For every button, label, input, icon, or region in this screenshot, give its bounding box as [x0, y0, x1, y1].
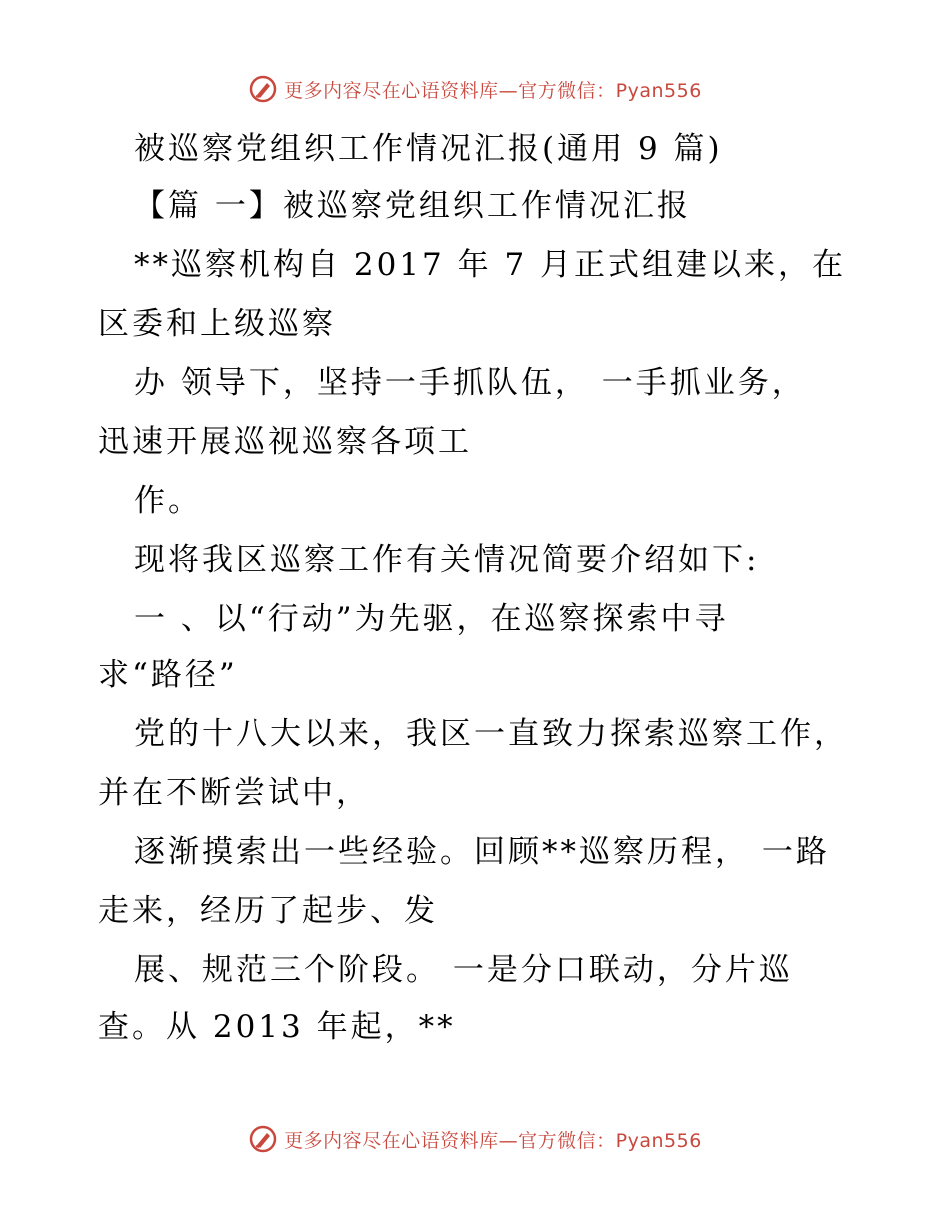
section-subheading: 一 、以“行动”为先驱，在巡察探索中寻 — [134, 601, 729, 637]
paragraph-line: 现将我区巡察工作有关情况简要介绍如下: — [134, 542, 760, 578]
watermark-text: 更多内容尽在心语资料库—官方微信：Pyan556 — [284, 1129, 702, 1152]
paragraph-line: **巡察机构自 2017 年 7 月正式组建以来，在 — [134, 247, 847, 283]
paragraph-line: 区委和上级巡察 — [98, 306, 336, 342]
section-subheading: 求“路径” — [98, 657, 238, 693]
paragraph-line: 并在不断尝试中， — [98, 775, 370, 811]
paragraph-line: 展、规范三个阶段。 一是分口联动，分片巡 — [134, 952, 793, 988]
paragraph-line: 走来，经历了起步、发 — [98, 893, 438, 929]
section-heading: 【篇 一】被巡察党组织工作情况汇报 — [134, 188, 691, 224]
paragraph-line: 办 领导下，坚持一手抓队伍， 一手抓业务， — [134, 365, 806, 401]
paragraph-line: 党的十八大以来，我区一直致力探索巡察工作， — [134, 716, 848, 752]
brand-logo-icon — [248, 1124, 278, 1154]
header-watermark — [0, 74, 950, 104]
paragraph-line: 查。从 2013 年起，** — [98, 1009, 456, 1045]
paragraph-line: 逐渐摸索出一些经验。回顾**巡察历程， 一路 — [134, 834, 830, 870]
watermark-text: 更多内容尽在心语资料库—官方微信：Pyan556 — [284, 79, 702, 102]
footer-watermark — [0, 1124, 950, 1154]
brand-logo-icon — [248, 74, 278, 104]
paragraph-line: 作。 — [134, 483, 202, 519]
document-title: 被巡察党组织工作情况汇报(通用 9 篇) — [134, 131, 723, 167]
paragraph-line: 迅速开展巡视巡察各项工 — [98, 424, 472, 460]
